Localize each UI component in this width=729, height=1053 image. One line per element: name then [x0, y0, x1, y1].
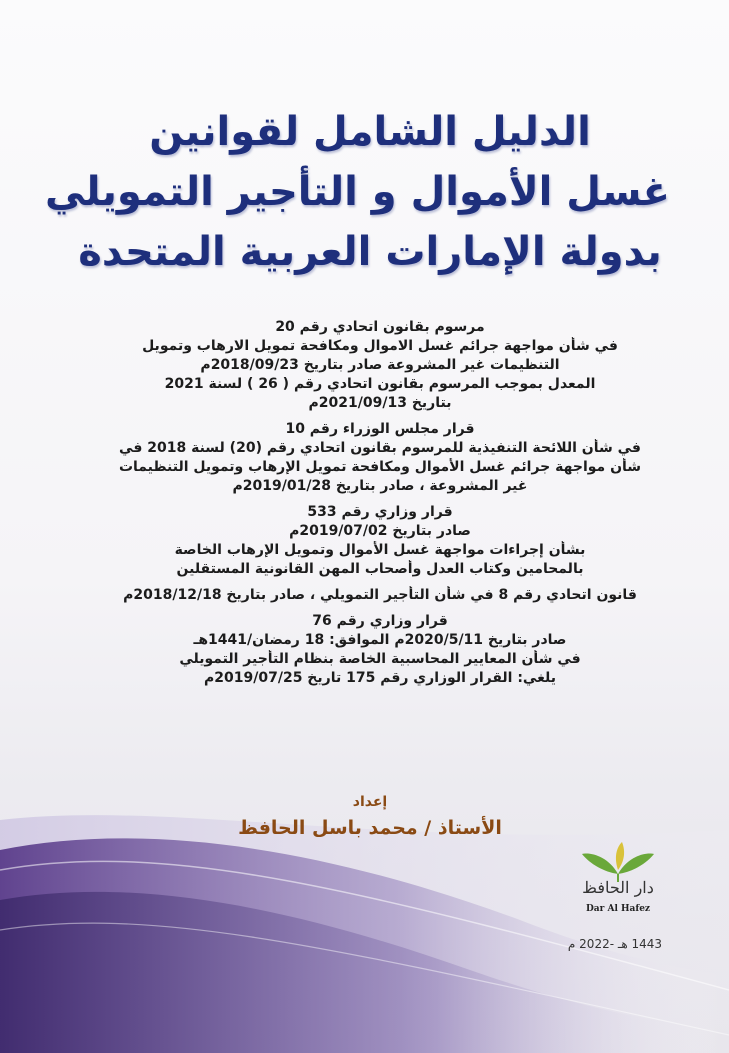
section-line: صادر بتاريخ 2019/07/02م: [289, 523, 471, 539]
section-law-8: [90, 586, 670, 605]
section-line: قانون اتحادي رقم 8 في شأن التأجير التمويلي ، صادر بتاريخ 2018/12/18م: [123, 587, 637, 603]
prepared-by-label: إعداد: [352, 794, 388, 810]
section-line: في شأن اللائحة التنفيذية للمرسوم بقانون اتحادي رقم (20) لسنة 2018 في: [119, 440, 641, 456]
publisher-name-arabic: دار الحافظ: [582, 878, 654, 897]
book-title: [45, 102, 670, 282]
section-cabinet-10: [90, 420, 670, 496]
contents-list: [90, 318, 670, 695]
section-ministerial-76: [90, 612, 670, 688]
section-line: بتاريخ 2021/09/13م: [308, 395, 452, 411]
publisher-name-english: Dar Al Hafez: [585, 904, 651, 914]
section-line: قرار وزاري رقم 76: [312, 613, 448, 629]
section-line: شأن مواجهة جرائم غسل الأموال ومكافحة تمويل الإرهاب وتمويل التنظيمات: [118, 459, 642, 475]
section-ministerial-533: [90, 503, 670, 579]
author-name: الأستاذ / محمد باسل الحافظ: [238, 817, 502, 839]
section-line: قرار وزاري رقم 533: [307, 504, 453, 520]
section-line: صادر بتاريخ 2020/5/11م الموافق: 18 رمضان/1441هـ: [193, 632, 567, 648]
section-line: غير المشروعة ، صادر بتاريخ 2019/01/28م: [232, 478, 528, 494]
section-line: في شأن مواجهة جرائم غسل الاموال ومكافحة تمويل الارهاب وتمويل: [142, 338, 618, 354]
publication-year: 1443 هـ -2022 م: [567, 937, 663, 951]
section-line: بشأن إجراءات مواجهة غسل الأموال وتمويل الإرهاب الخاصة: [174, 542, 586, 558]
title-line-2: غسل الأموال و التأجير التمويلي: [45, 169, 670, 215]
section-line: المعدل بموجب المرسوم بقانون اتحادي رقم ( 26 ) لسنة 2021: [164, 376, 596, 392]
title-line-1: الدليل الشامل لقوانين: [149, 109, 591, 155]
section-line: في شأن المعايير المحاسبية الخاصة بنظام التأجير التمويلي: [179, 651, 581, 667]
section-line: بالمحامين وكتاب العدل وأصحاب المهن القانونية المستقلين: [176, 561, 584, 577]
section-line: التنظيمات غير المشروعة صادر بتاريخ 2018/09/23م: [200, 357, 560, 373]
section-line: مرسوم بقانون اتحادي رقم 20: [275, 319, 485, 335]
section-line: قرار مجلس الوزراء رقم 10: [285, 421, 475, 437]
section-decree-20: [90, 318, 670, 413]
section-line: يلغي: القرار الوزاري رقم 175 تاريخ 2019/07/25م: [204, 670, 556, 686]
title-line-3: بدولة الإمارات العربية المتحدة: [78, 229, 662, 275]
